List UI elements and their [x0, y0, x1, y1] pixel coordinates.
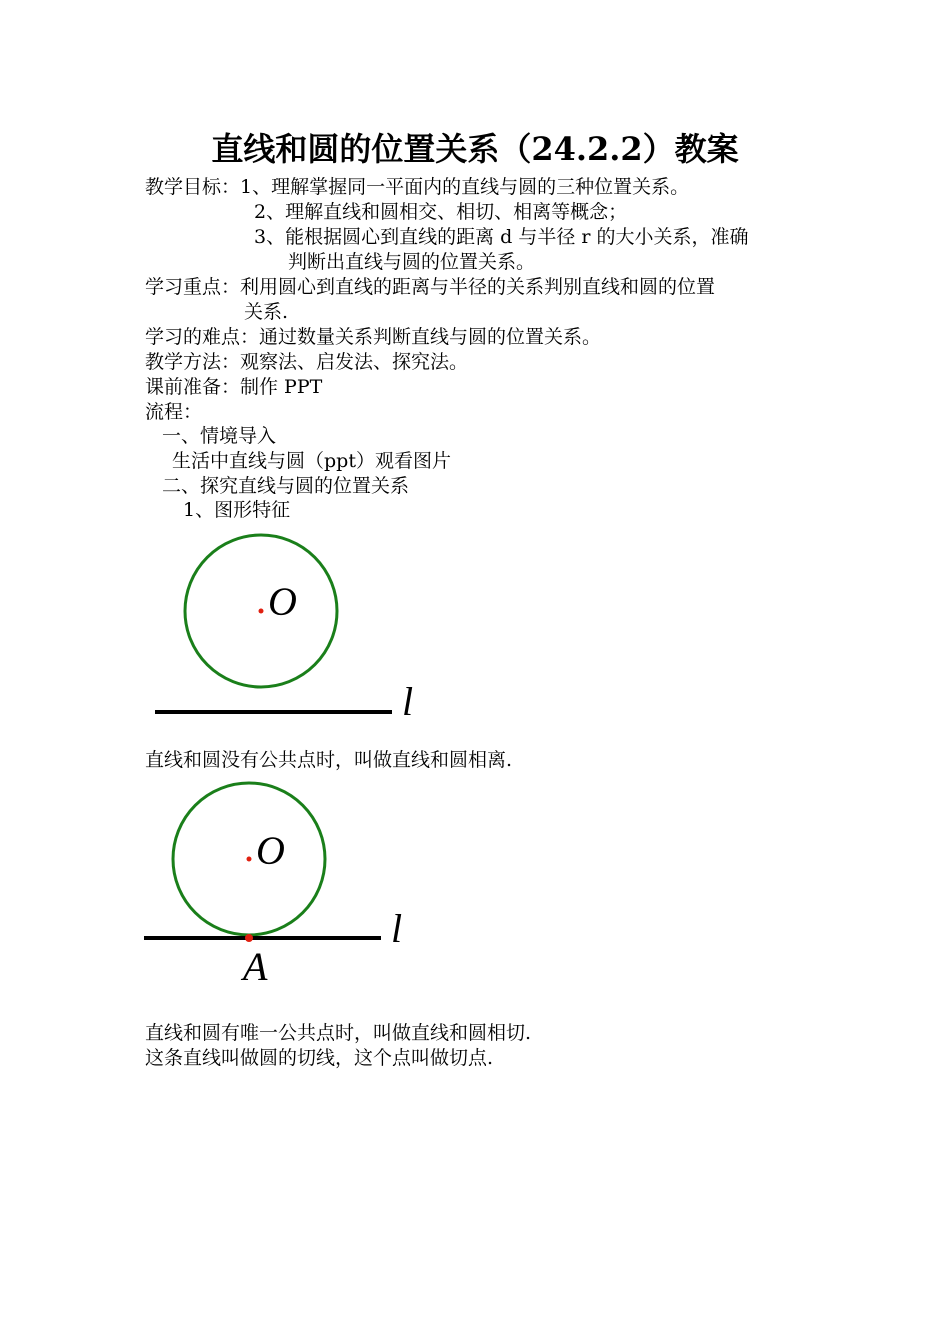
section2-subheading: 1、图形特征	[183, 499, 291, 521]
figure2-caption-2: 这条直线叫做圆的切线，这个点叫做切点.	[145, 1047, 494, 1069]
objective-item-2: 2、理解直线和圆相交、相切、相离等概念；	[254, 201, 628, 223]
objective-item-3: 3、能根据圆心到直线的距离 d 与半径 r 的大小关系，准确	[254, 226, 749, 248]
document-title: 直线和圆的位置关系（24.2.2）教案	[211, 130, 739, 168]
key-point-line-1: 学习重点：利用圆心到直线的距离与半径的关系判别直线和圆的位置	[145, 276, 716, 298]
center-point-2	[247, 857, 252, 862]
flow-label: 流程：	[145, 401, 203, 423]
key-point-line-2: 关系.	[244, 301, 289, 323]
difficulty-text: 学习的难点：通过数量关系判断直线与圆的位置关系。	[145, 326, 602, 348]
center-point-1	[259, 609, 264, 614]
center-label-1: O	[268, 579, 297, 624]
objective-item-3-continued: 判断出直线与圆的位置关系。	[288, 251, 536, 273]
center-label-2: O	[256, 828, 285, 873]
section2-heading: 二、探究直线与圆的位置关系	[162, 475, 410, 497]
objective-item-1: 1、理解掌握同一平面内的直线与圆的三种位置关系。	[240, 176, 690, 198]
line-label-2: l	[391, 906, 403, 951]
section1-heading: 一、情境导入	[162, 425, 277, 447]
point-label-a: A	[243, 944, 268, 989]
figure1-caption: 直线和圆没有公共点时，叫做直线和圆相离.	[145, 749, 513, 771]
objectives-label: 教学目标：	[145, 176, 241, 198]
section1-text: 生活中直线与圆（ppt）观看图片	[172, 450, 451, 472]
tangent-point	[245, 934, 253, 942]
method-text: 教学方法：观察法、启发法、探究法。	[145, 351, 469, 373]
prep-text: 课前准备：制作 PPT	[145, 376, 323, 398]
line-label-1: l	[402, 679, 414, 724]
figure2-caption-1: 直线和圆有唯一公共点时，叫做直线和圆相切.	[145, 1022, 532, 1044]
